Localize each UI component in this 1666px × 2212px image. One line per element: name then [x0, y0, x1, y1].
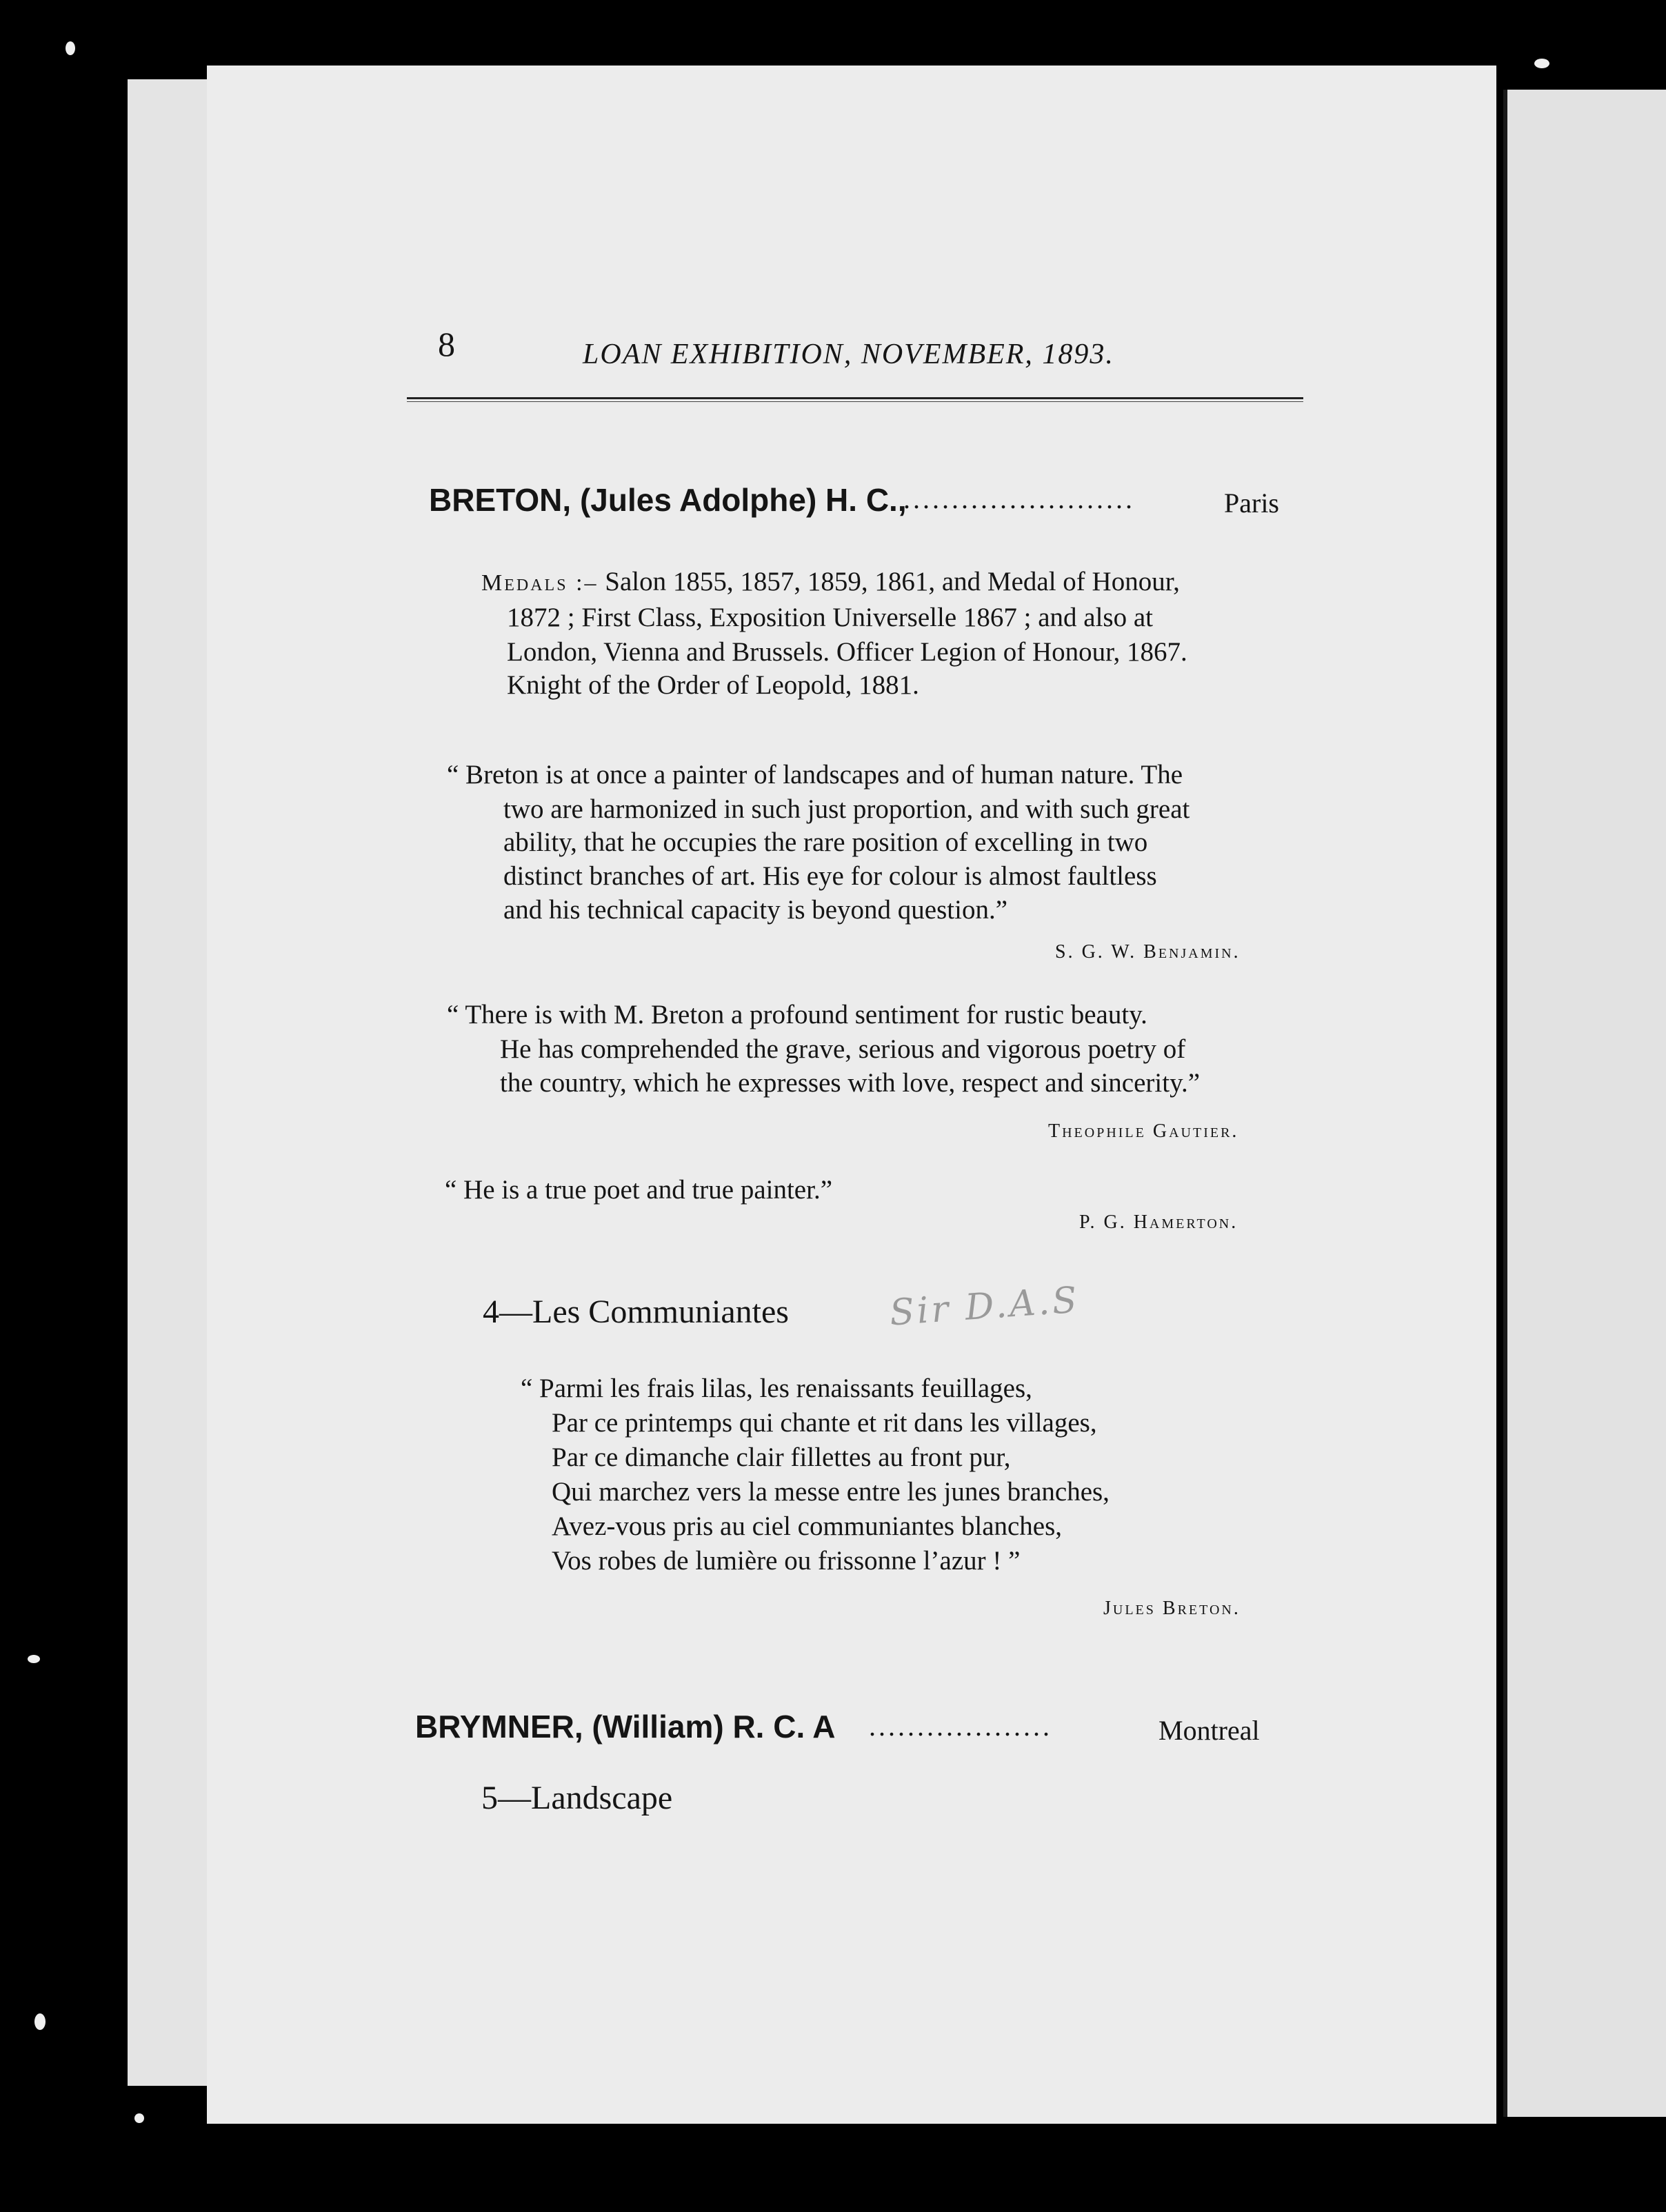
medals-text: Salon 1855, 1857, 1859, 1861, and Medal of Honour,	[605, 567, 1180, 596]
right-page-edge	[1503, 90, 1666, 2117]
medals-line-2: 1872 ; First Class, Exposition Universelle 1867 ; and also at	[507, 603, 1154, 632]
handwritten-annotation: Sir D.A.S	[888, 1279, 1081, 1334]
medals-line-1	[481, 565, 1180, 600]
work-title-4: 4—Les Communiantes	[483, 1294, 789, 1330]
poem-line: Par ce printemps qui chante et rit dans les villages,	[552, 1408, 1097, 1438]
header-rule	[407, 397, 1303, 402]
quote-attribution: Theophile Gautier.	[1048, 1120, 1239, 1142]
quote-line: “ There is with M. Breton a profound sentiment for rustic beauty.	[447, 1000, 1147, 1029]
running-head: LOAN EXHIBITION, NOVEMBER, 1893.	[583, 339, 1114, 370]
quote-line: distinct branches of art. His eye for colour is almost faultless	[503, 861, 1157, 891]
speck	[28, 1655, 40, 1663]
quote-line: the country, which he expresses with love, respect and sincerity.”	[500, 1068, 1201, 1098]
medals-line-4: Knight of the Order of Leopold, 1881.	[507, 670, 919, 700]
quote-line: “ Breton is at once a painter of landscapes and of human nature. The	[447, 760, 1183, 790]
poem-line: Par ce dimanche clair fillettes au front pur,	[552, 1442, 1011, 1472]
artist-name-breton: BRETON, (Jules Adolphe) H. C.,	[429, 482, 907, 518]
quote-line: two are harmonized in such just proportion, and with such great	[503, 794, 1190, 824]
quote-line: He has comprehended the grave, serious and vigorous poetry of	[500, 1034, 1186, 1064]
artist-city-breton: Paris	[1224, 487, 1279, 519]
dot-leader: ........................	[903, 483, 1135, 514]
artist-name-brymner: BRYMNER, (William) R. C. A	[415, 1709, 836, 1745]
medals-line-3: London, Vienna and Brussels. Officer Legion of Honour, 1867.	[507, 637, 1187, 667]
poem-line: “ Parmi les frais lilas, les renaissants feuillages,	[521, 1374, 1032, 1403]
quote-line: “ He is a true poet and true painter.”	[445, 1175, 833, 1205]
poem-attribution: Jules Breton.	[1103, 1598, 1241, 1619]
quote-attribution: S. G. W. Benjamin.	[1055, 941, 1241, 963]
quote-line: and his technical capacity is beyond question.”	[503, 895, 1008, 925]
speck	[34, 2013, 46, 2030]
quote-line: ability, that he occupies the rare position of excelling in two	[503, 827, 1148, 857]
left-page-edge	[128, 79, 219, 2086]
quote-attribution: P. G. Hamerton.	[1079, 1211, 1238, 1233]
artist-city-brymner: Montreal	[1158, 1715, 1260, 1746]
medals-label: Medals :–	[481, 570, 599, 596]
dot-leader: ...................	[869, 1711, 1052, 1742]
page-number: 8	[438, 325, 455, 363]
poem-line: Avez-vous pris au ciel communiantes blanches,	[552, 1511, 1063, 1541]
poem-line: Vos robes de lumière ou frissonne l’azur ! ”	[552, 1546, 1021, 1576]
speck	[134, 2113, 144, 2123]
poem-line: Qui marchez vers la messe entre les junes branches,	[552, 1477, 1110, 1507]
speck	[1534, 59, 1549, 68]
speck	[66, 41, 75, 55]
work-title-5: 5—Landscape	[481, 1780, 673, 1816]
